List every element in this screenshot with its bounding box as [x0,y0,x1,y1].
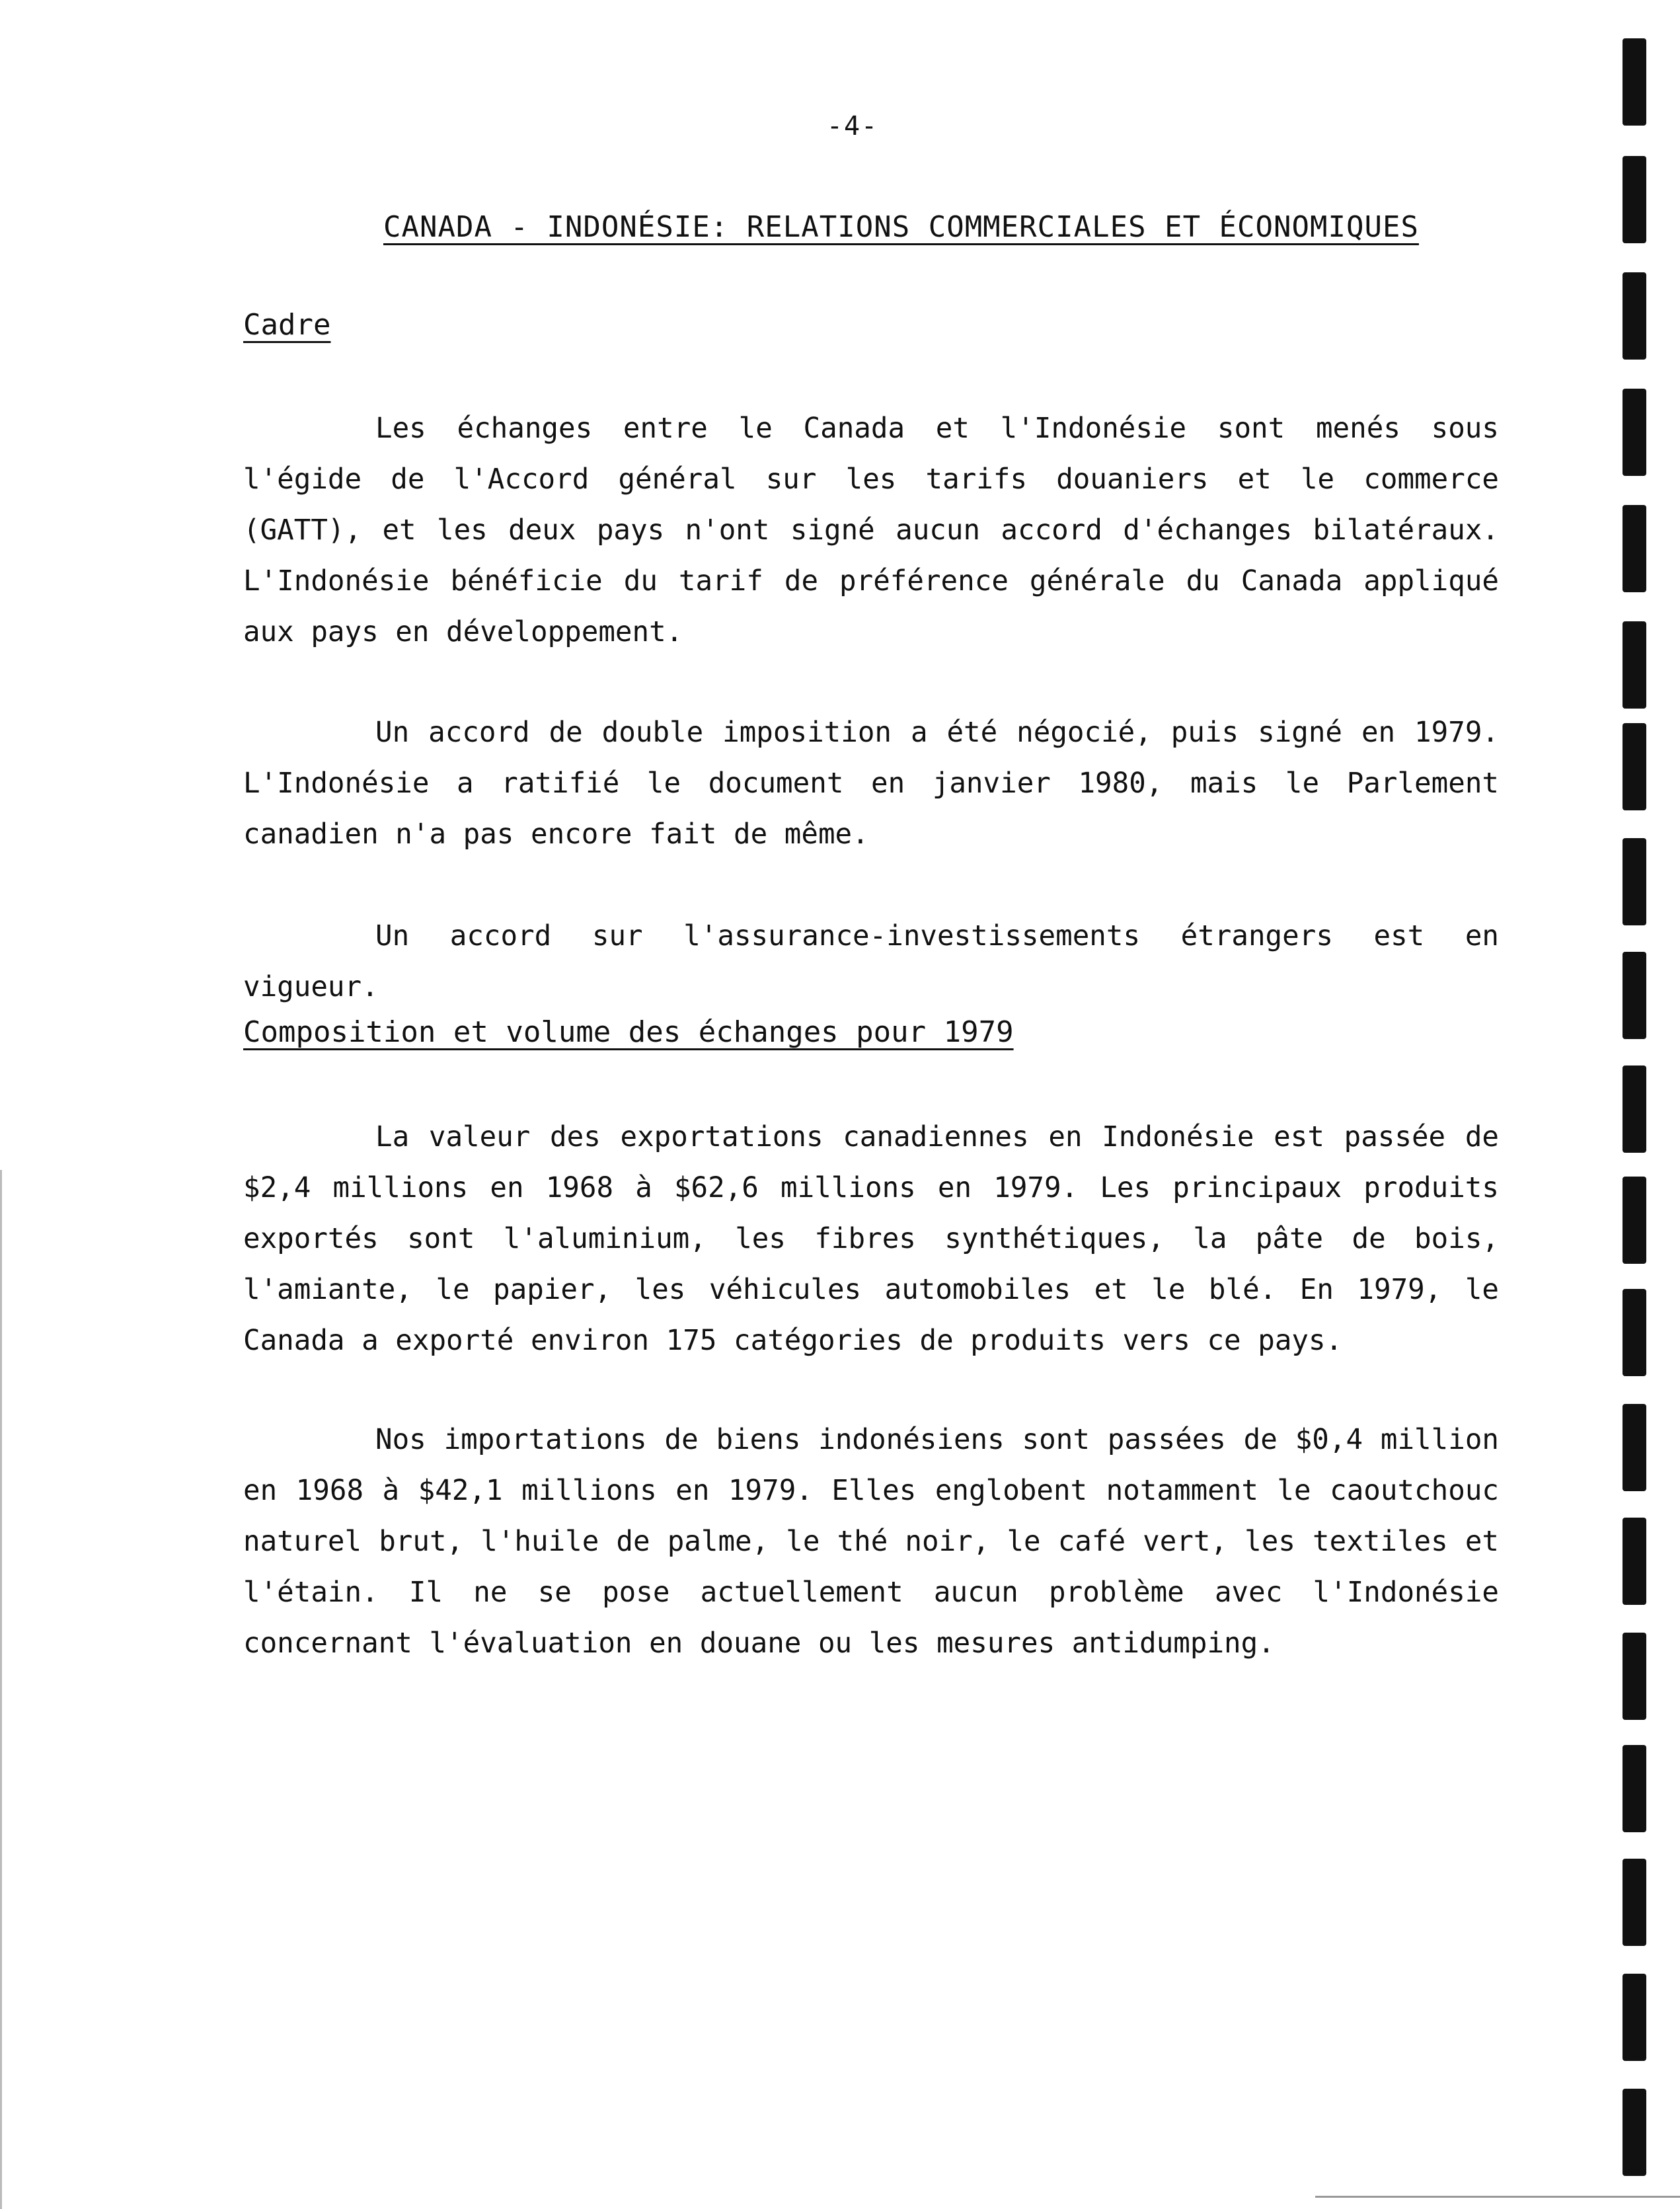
page-number: -4- [826,111,879,141]
paragraph-cadre-investment-insurance: Un accord sur l'assurance-investissements étrangers est en vigueur. [243,920,1499,1003]
section-heading-cadre: Cadre [243,308,331,342]
binding-hole [1623,156,1646,243]
binding-hole [1623,1066,1646,1153]
binding-hole [1623,621,1646,709]
paragraph-cadre-trade-framework: Les échanges entre le Canada et l'Indonésie sont menés sous l'égide de l'Accord général sur les tarifs douaniers et le commerce (GATT), et les deux pays n'ont signé aucun accord d'échanges bilatéraux. L'Indonésie bénéficie du tarif de préférence générale du Canada appliqué aux pays en développement. [243,412,1499,648]
binding-hole [1623,1518,1646,1605]
paragraph-exports: La valeur des exportations canadiennes en Indonésie est passée de $2,4 millions en 1968 à $62,6 millions en 1979. Les principaux produits exportés sont l'aluminium, les fibres synthétiques, la pâte de bois, l'amiante, le papier, les véhicules automobiles et le blé. En 1979, le Canada a exporté environ 175 catégories de produits vers ce pays. [243,1121,1499,1357]
binding-hole [1623,723,1646,810]
binding-hole [1623,1289,1646,1376]
section-heading-composition: Composition et volume des échanges pour 1979 [243,1015,1014,1049]
binding-hole [1623,1745,1646,1832]
document-title: CANADA - INDONÉSIE: RELATIONS COMMERCIALES ET ÉCONOMIQUES [383,210,1419,244]
binding-hole [1623,272,1646,360]
binding-hole [1623,1974,1646,2061]
paragraph-imports: Nos importations de biens indonésiens sont passées de $0,4 million en 1968 à $42,1 millions en 1979. Elles englobent notamment le caoutchouc naturel brut, l'huile de palme, le thé noir, le café vert, les textiles et l'étain. Il ne se pose actuellement aucun problème avec l'Indonésie concernant l'évaluation en douane ou les mesures antidumping. [243,1424,1499,1660]
binding-hole [1623,505,1646,592]
binding-hole [1623,2089,1646,2176]
binding-hole [1623,1859,1646,1946]
binding-hole [1623,1177,1646,1264]
binding-strip [1623,0,1662,2209]
binding-hole [1623,952,1646,1039]
binding-hole [1623,389,1646,476]
scan-edge-bottom [1315,2196,1680,2198]
binding-hole [1623,1633,1646,1720]
binding-hole [1623,838,1646,925]
scan-edge-left [0,1170,2,2209]
binding-hole [1623,1404,1646,1491]
binding-hole [1623,38,1646,126]
paragraph-cadre-double-taxation: Un accord de double imposition a été négocié, puis signé en 1979. L'Indonésie a ratifié le document en janvier 1980, mais le Parlement canadien n'a pas encore fait de même. [243,717,1499,851]
